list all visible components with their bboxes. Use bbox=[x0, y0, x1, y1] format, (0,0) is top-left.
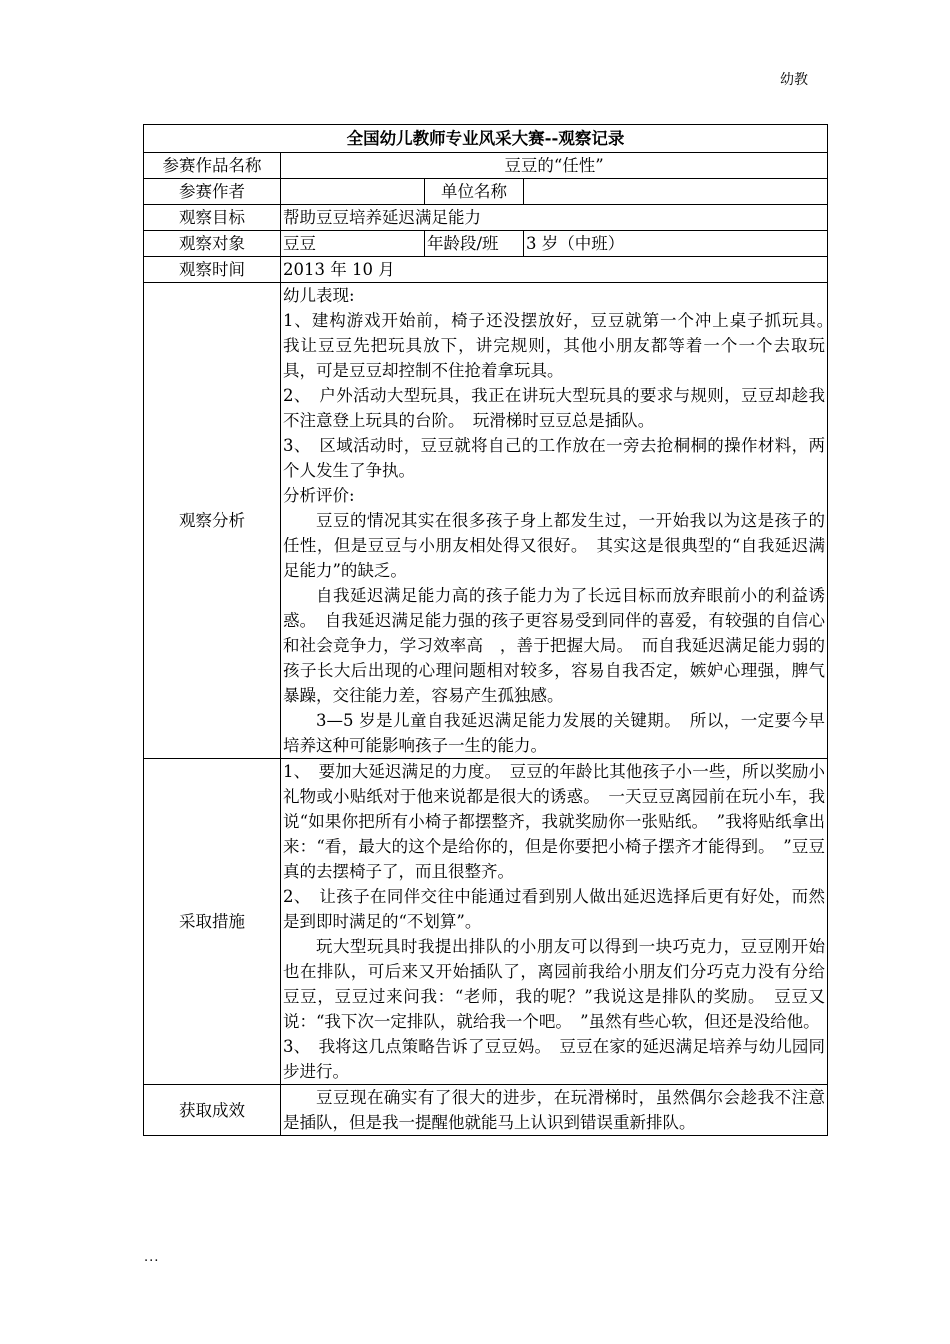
time-value: 2013 年 10 月 bbox=[281, 257, 828, 283]
analysis-paragraph: 2、 户外活动大型玩具，我正在讲玩大型玩具的要求与规则，豆豆却趁我不注意登上玩具的台阶。 玩滑梯时豆豆总是插队。 bbox=[283, 386, 826, 430]
age-label: 年龄段/班 bbox=[425, 231, 524, 257]
observation-record-table bbox=[143, 124, 842, 1136]
author-label: 参赛作者 bbox=[144, 179, 281, 205]
result-label: 获取成效 bbox=[144, 1085, 281, 1136]
analysis-label: 观察分析 bbox=[144, 283, 281, 759]
measures-content bbox=[281, 759, 828, 1085]
subject-label: 观察对象 bbox=[144, 231, 281, 257]
result-paragraph: 豆豆现在确实有了很大的进步，在玩滑梯时，虽然偶尔会趁我不注意是插队，但是我一提醒他就能马上认识到错误重新排队。 bbox=[283, 1088, 826, 1132]
goal-value: 帮助豆豆培养延迟满足能力 bbox=[281, 205, 828, 231]
subject-value: 豆豆 bbox=[281, 231, 425, 257]
unit-value bbox=[524, 179, 828, 205]
measures-label: 采取措施 bbox=[144, 759, 281, 1085]
result-content bbox=[281, 1085, 828, 1136]
age-value: 3 岁（中班） bbox=[524, 231, 828, 257]
page-footer: ... bbox=[144, 1250, 160, 1265]
analysis-paragraph: 豆豆的情况其实在很多孩子身上都发生过，一开始我以为这是孩子的任性，但是豆豆与小朋友相处得又很好。 其实这是很典型的“自我延迟满足能力”的缺乏。 bbox=[283, 511, 826, 580]
measures-paragraph: 玩大型玩具时我提出排队的小朋友可以得到一块巧克力，豆豆刚开始也在排队，可后来又开始插队了，离园前我给小朋友们分巧克力没有分给豆豆，豆豆过来问我：“老师，我的呢？”我说这是排队的奖励。 豆豆又说：“我下次一定排队，就给我一个吧。 ”虽然有些心软，但还是没给他。 bbox=[283, 937, 826, 1031]
analysis-paragraph: 自我延迟满足能力高的孩子能力为了长远目标而放弃眼前小的利益诱惑。 自我延迟满足能力强的孩子更容易受到同伴的喜爱，有较强的自信心和社会竞争力，学习效率高 ，善于把握大局。 而自我延迟满足能力弱的孩子长大后出现的心理问题相对较多，容易自我否定，嫉妒心理强，脾气暴躁，交往能力差，容易产生孤独感。 bbox=[283, 586, 826, 705]
measures-paragraph: 3、 我将这几点策略告诉了豆豆妈。 豆豆在家的延迟满足培养与幼儿园同步进行。 bbox=[283, 1037, 826, 1081]
analysis-paragraph: 3—5 岁是儿童自我延迟满足能力发展的关键期。 所以，一定要今早培养这种可能影响孩子一生的能力。 bbox=[283, 711, 826, 755]
measures-paragraph: 1、 要加大延迟满足的力度。 豆豆的年龄比其他孩子小一些，所以奖励小礼物或小贴纸对于他来说都是很大的诱惑。 一天豆豆离园前在玩小车，我说“如果你把所有小椅子都摆整齐，我就奖励你一张贴纸。 ”我将贴纸拿出来：“看，最大的这个是给你的，但是你要把小椅子摆齐才能得到。 ”豆豆真的去摆椅子了，而且很整齐。 bbox=[283, 762, 826, 881]
analysis-paragraph: 3、 区域活动时，豆豆就将自己的工作放在一旁去抢桐桐的操作材料，两个人发生了争执。 bbox=[283, 436, 826, 480]
header-tag: 幼教 bbox=[780, 72, 808, 88]
work-name-value: 豆豆的“任性” bbox=[281, 153, 828, 179]
time-label: 观察时间 bbox=[144, 257, 281, 283]
work-name-label: 参赛作品名称 bbox=[144, 153, 281, 179]
measures-paragraph: 2、 让孩子在同伴交往中能通过看到别人做出延迟选择后更有好处，而然是到即时满足的“不划算”。 bbox=[283, 887, 826, 931]
analysis-content bbox=[281, 283, 842, 759]
author-value bbox=[281, 179, 425, 205]
analysis-paragraph: 1、建构游戏开始前，椅子还没摆放好，豆豆就第一个冲上桌子抓玩具。 我让豆豆先把玩具放下，讲完规则，其他小朋友都等着一个一个去取玩具，可是豆豆却控制不住抢着拿玩具。 bbox=[283, 311, 842, 380]
unit-label: 单位名称 bbox=[425, 179, 524, 205]
analysis-paragraph: 幼儿表现: bbox=[283, 286, 355, 305]
form-title: 全国幼儿教师专业风采大赛--观察记录 bbox=[144, 125, 828, 153]
goal-label: 观察目标 bbox=[144, 205, 281, 231]
analysis-paragraph: 分析评价: bbox=[283, 486, 355, 505]
